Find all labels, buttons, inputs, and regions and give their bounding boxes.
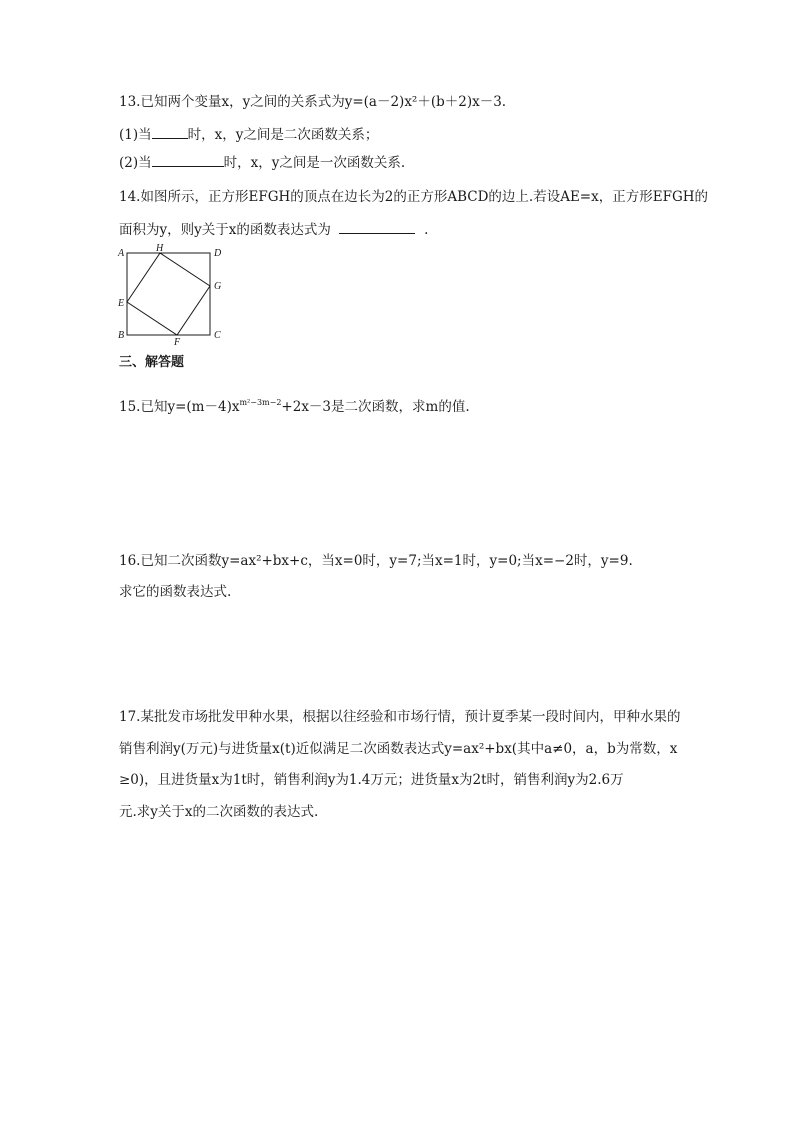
label-E: E <box>118 298 125 309</box>
q14-line2-prefix: 面积为y，则y关于x的函数表达式为 <box>119 222 331 238</box>
q13-part1-suffix: 时，x，y之间是二次函数关系； <box>187 127 379 143</box>
square-abcd <box>127 253 210 335</box>
square-figure <box>116 244 226 346</box>
q16-line1: 16.已知二次函数y=ax²+bx+c，当x=0时，y=7;当x=1时，y=0;当x=−2时，y=9. <box>119 553 633 569</box>
q17-line1: 17.某批发市场批发甲种水果，根据以往经验和市场行情，预计夏季某一段时间内，甲种水果的 <box>119 709 681 725</box>
label-F: F <box>174 337 181 346</box>
q17-line4: 元.求y关于x的二次函数的表达式. <box>119 804 319 820</box>
q15-suffix: +2x－3是二次函数，求m的值. <box>281 399 470 415</box>
q13-part2-suffix: 时，x，y之间是一次函数关系. <box>223 155 406 171</box>
q14-line2 <box>119 219 428 239</box>
q14-line1: 14.如图所示，正方形EFGH的顶点在边长为2的正方形ABCD的边上.若设AE=x，正方形EFGH的 <box>119 189 709 205</box>
section-title: 三、解答题 <box>119 355 185 370</box>
q13-part2-prefix: (2)当 <box>119 155 152 171</box>
q13-part1-blank[interactable] <box>152 124 188 139</box>
label-D: D <box>214 248 222 259</box>
q13-part2 <box>119 152 405 172</box>
q13-part1 <box>119 124 378 144</box>
label-C: C <box>214 330 221 341</box>
q15-prefix: 15.已知y=(m－4)x <box>119 399 240 415</box>
q16-line2: 求它的函数表达式. <box>119 584 232 600</box>
q17-line2: 销售利润y(万元)与进货量x(t)近似满足二次函数表达式y=ax²+bx(其中a≠0，a，b为常数，x <box>119 741 678 757</box>
q15-exponent: m²−3m−2 <box>239 398 282 407</box>
q14-answer-blank[interactable] <box>339 219 415 234</box>
label-H: H <box>156 244 164 254</box>
q14-line2-suffix: . <box>424 222 429 238</box>
square-efgh <box>127 253 210 335</box>
q13-stem: 13.已知两个变量x，y之间的关系式为y=(a－2)x²＋(b＋2)x－3. <box>119 94 507 110</box>
label-G: G <box>214 281 222 292</box>
label-A: A <box>118 248 125 259</box>
q13-part1-prefix: (1)当 <box>119 127 152 143</box>
q13-part2-blank[interactable] <box>152 152 224 167</box>
q17-line3: ≥0)，且进货量x为1t时，销售利润y为1.4万元；进货量x为2t时，销售利润y为2.6万 <box>119 772 624 788</box>
q15-stem <box>119 394 470 416</box>
label-B: B <box>118 330 125 341</box>
